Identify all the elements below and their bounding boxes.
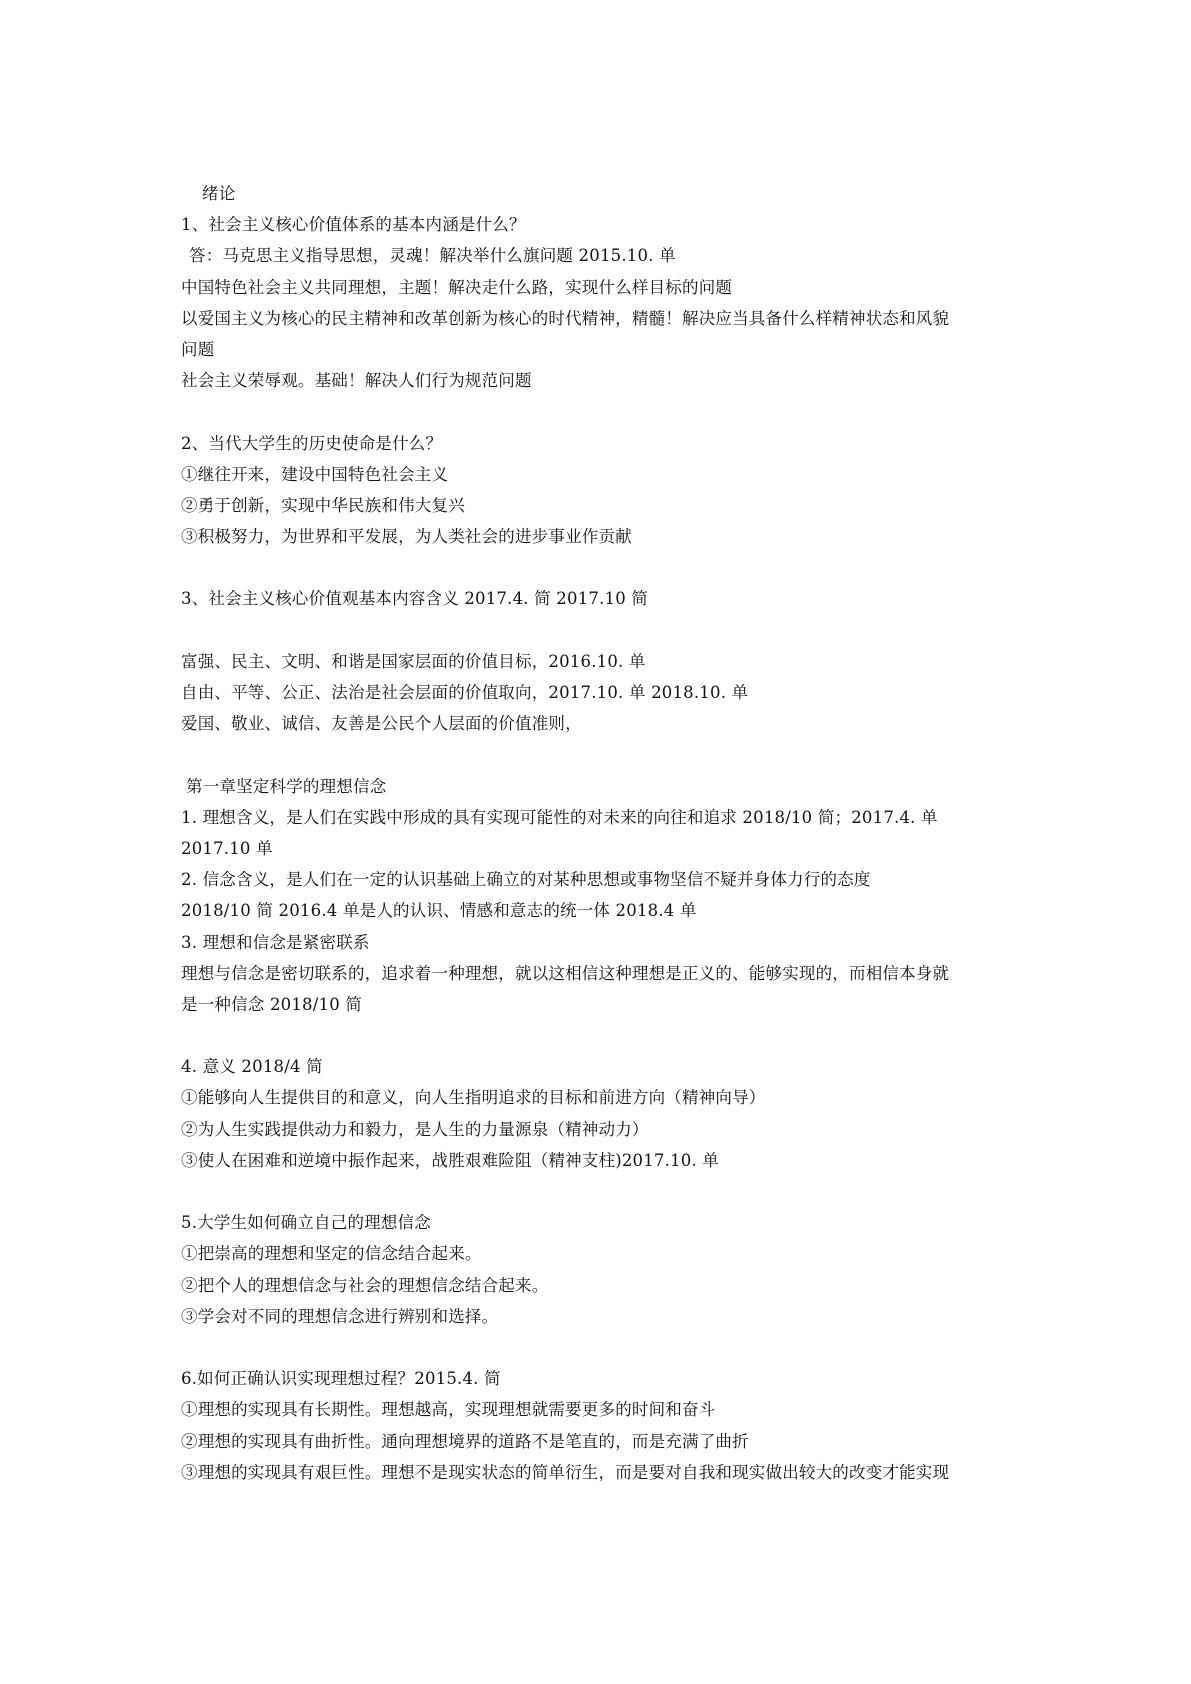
document-body <box>181 178 1021 1488</box>
blank-line <box>181 1020 1021 1051</box>
answer-line: 自由、平等、公正、法治是社会层面的价值取向，2017.10. 单 2018.10. 单 <box>181 683 749 702</box>
answer-line: ③积极努力，为世界和平发展，为人类社会的进步事业作贡献 <box>181 527 632 547</box>
answer-line: 以爱国主义为核心的民主精神和改革创新为核心的时代精神，精髓！解决应当具备什么样精神状态和风貌 <box>181 308 950 328</box>
answer-line: ②理想的实现具有曲折性。通向理想境界的道路不是笔直的，而是充满了曲折 <box>181 1431 749 1451</box>
answer-line: ①理想的实现具有长期性。理想越高，实现理想就需要更多的时间和奋斗 <box>181 1400 716 1420</box>
answer-line: ③学会对不同的理想信念进行辨别和选择。 <box>181 1306 499 1326</box>
blank-line <box>181 615 1021 646</box>
item-4: 4. 意义 2018/4 简 <box>181 1057 323 1077</box>
answer-line: ③理想的实现具有艰巨性。理想不是现实状态的简单衍生，而是要对自我和现实做出较大的改变才能实现 <box>181 1462 950 1482</box>
item-2-continued: 2018/10 简 2016.4 单是人的认识、情感和意志的统一体 2018.4 单 <box>181 901 697 921</box>
answer-line: ③使人在困难和逆境中振作起来，战胜艰难险阻（精神支柱)2017.10. 单 <box>181 1150 720 1170</box>
answer-line: ②为人生实践提供动力和毅力，是人生的力量源泉（精神动力） <box>181 1119 649 1139</box>
chapter-1-title: 第一章坚定科学的理想信念 <box>186 776 387 796</box>
answer-line: ②把个人的理想信念与社会的理想信念结合起来。 <box>181 1275 549 1295</box>
answer-line: 社会主义荣辱观。基础！解决人们行为规范问题 <box>181 371 532 391</box>
item-2: 2. 信念含义，是人们在一定的认识基础上确立的对某种思想或事物坚信不疑并身体力行的态度 <box>181 870 871 890</box>
item-3-body: 理想与信念是密切联系的，追求着一种理想，就以这相信这种理想是正义的、能够实现的，而相信本身就 <box>181 963 950 983</box>
answer-line: 答：马克思主义指导思想，灵魂！解决举什么旗问题 2015.10. 单 <box>189 246 676 266</box>
question-1: 1、社会主义核心价值体系的基本内涵是什么？ <box>181 215 526 235</box>
item-1-continued: 2017.10 单 <box>181 838 273 858</box>
answer-line: ①把崇高的理想和坚定的信念结合起来。 <box>181 1244 482 1264</box>
blank-line <box>181 1332 1021 1363</box>
answer-line: 问题 <box>181 339 215 359</box>
answer-line: ②勇于创新，实现中华民族和伟大复兴 <box>181 495 465 515</box>
item-5: 5.大学生如何确立自己的理想信念 <box>181 1213 431 1233</box>
answer-line: ①继往开来，建设中国特色社会主义 <box>181 464 449 484</box>
section-title-introduction: 绪论 <box>202 184 236 203</box>
item-1: 1. 理想含义，是人们在实践中形成的具有实现可能性的对未来的向往和追求 2018/10 简；2017.4. 单 <box>181 807 938 827</box>
question-2: 2、当代大学生的历史使命是什么？ <box>181 433 443 453</box>
answer-line: 爱国、敬业、诚信、友善是公民个人层面的价值准则， <box>181 714 582 734</box>
blank-line <box>181 739 1021 770</box>
blank-line <box>181 552 1021 583</box>
blank-line <box>181 1176 1021 1207</box>
blank-line <box>181 396 1021 427</box>
item-3: 3. 理想和信念是紧密联系 <box>181 932 370 952</box>
item-3-body: 是一种信念 2018/10 简 <box>181 994 363 1014</box>
item-6: 6.如何正确认识实现理想过程？2015.4. 简 <box>181 1369 501 1389</box>
question-3: 3、社会主义核心价值观基本内容含义 2017.4. 简 2017.10 简 <box>181 589 649 609</box>
answer-line: ①能够向人生提供目的和意义，向人生指明追求的目标和前进方向（精神向导） <box>181 1088 766 1108</box>
answer-line: 中国特色社会主义共同理想，主题！解决走什么路，实现什么样目标的问题 <box>181 277 733 297</box>
answer-line: 富强、民主、文明、和谐是国家层面的价值目标，2016.10. 单 <box>181 651 646 671</box>
